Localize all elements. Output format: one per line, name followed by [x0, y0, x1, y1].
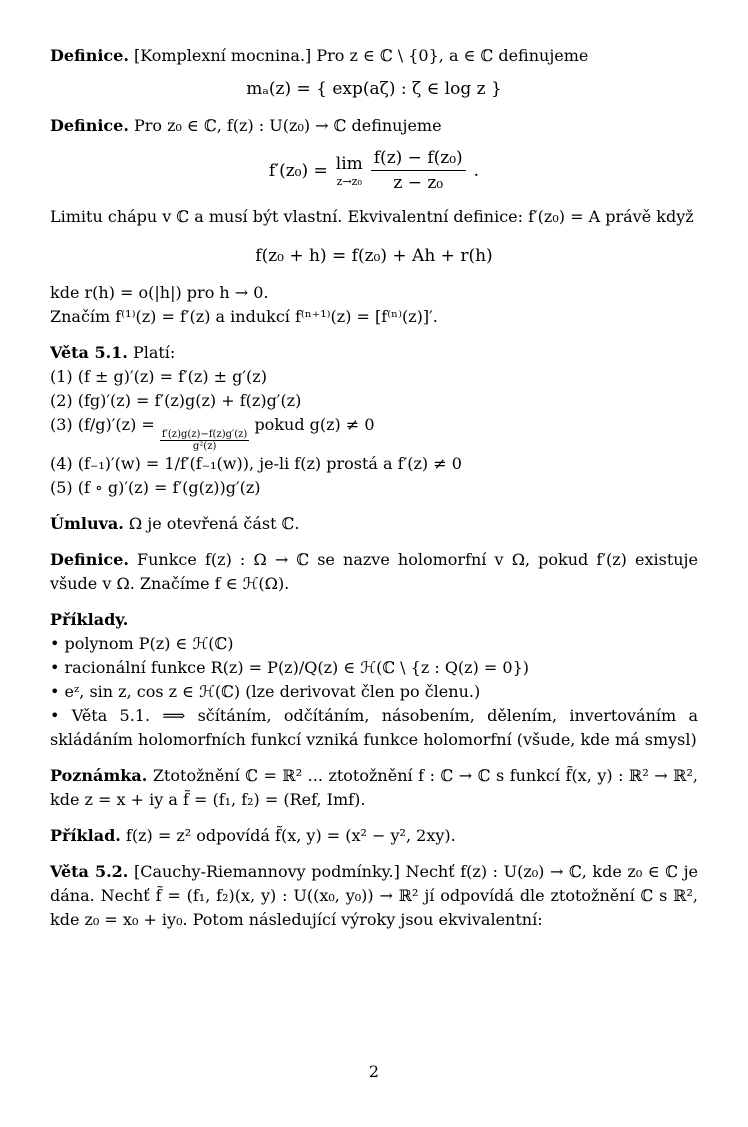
theorem-text: Platí:: [132, 343, 176, 362]
theorem-item-quotient: [50, 413, 698, 452]
paragraph-limit: Limitu chápu v ℂ a musí být vlastní. Ekvivalentní definice: f′(z₀) = A právě když: [50, 207, 694, 226]
definition-heading: Definice.: [50, 550, 129, 569]
formula-lhs: f′(z₀) =: [268, 160, 328, 181]
example: [50, 824, 698, 848]
remark-text: Ztotožnění ℂ = ℝ² ... ztotožnění f : ℂ → ℂ s funkcí f̃(x, y) : ℝ² → ℝ², kde z = x + iy a f̃ = (f₁, f₂) = (Ref, Imf).: [50, 766, 698, 809]
theorem-item: (5) (f ∘ g)′(z) = f′(g(z))g′(z): [50, 478, 261, 497]
remark: [50, 764, 698, 812]
definition-heading: Definice.: [50, 46, 129, 65]
definition-text: [Komplexní mocnina.] Pro z ∈ ℂ \ {0}, a ∈ ℂ definujeme: [133, 46, 589, 65]
examples-heading: [50, 608, 698, 632]
paragraph-notation: Značím f⁽¹⁾(z) = f′(z) a indukcí f⁽ⁿ⁺¹⁾(z) = [f⁽ⁿ⁾(z)]′.: [50, 307, 438, 326]
example-item: • polynom P(z) ∈ ℋ(ℂ): [50, 634, 234, 653]
example-item: • eᶻ, sin z, cos z ∈ ℋ(ℂ) (lze derivovat člen po členu.): [50, 682, 481, 701]
theorem-text: [Cauchy-Riemannovy podmínky.] Nechť f(z) : U(z₀) → ℂ, kde z₀ ∈ ℂ je dána. Nechť f̃ = (f₁, f₂)(x, y) : U((x₀, y₀)) → ℝ² jí odpovídá dle ztotožnění ℂ s ℝ², kde z₀ = x₀ + iy₀. Potom následující výroky jsou ekvivalentní:: [50, 862, 698, 929]
convention: [50, 512, 698, 536]
theorem-item: (1) (f ± g)′(z) = f′(z) ± g′(z): [50, 367, 267, 386]
definition-heading: Definice.: [50, 116, 129, 135]
example-item: • racionální funkce R(z) = P(z)/Q(z) ∈ ℋ(ℂ \ {z : Q(z) = 0}): [50, 658, 530, 677]
formula-period: .: [473, 160, 480, 181]
difference-quotient: [371, 146, 466, 195]
definition-complex-power: [50, 44, 698, 68]
fraction-denominator: z − z₀: [393, 173, 444, 193]
theorem-5-1: [50, 341, 698, 365]
example-heading: Příklad.: [50, 826, 121, 845]
fraction-numerator: f(z) − f(z₀): [371, 146, 466, 171]
definition-text: Funkce f(z) : Ω → ℂ se nazve holomorfní v Ω, pokud f′(z) existuje všude v Ω. Značíme f ∈ ℋ(Ω).: [50, 550, 698, 593]
theorem-heading: Věta 5.2.: [50, 862, 129, 881]
limit-operator: [336, 153, 363, 189]
formula-derivative: [50, 146, 698, 195]
definition-holomorphic: [50, 548, 698, 596]
example-text: f(z) = z² odpovídá f̃(x, y) = (x² − y², 2xy).: [125, 826, 456, 845]
limit-label: lim: [335, 153, 363, 174]
theorem-item: (2) (fg)′(z) = f′(z)g(z) + f(z)g′(z): [50, 391, 302, 410]
example-item: • Věta 5.1. ⟹ sčítáním, odčítáním, násobením, dělením, invertováním a skládáním holomorfních funkcí vzniká funkce holomorfní (všude, kde má smysl): [50, 706, 698, 749]
theorem-heading: Věta 5.1.: [50, 343, 128, 362]
theorem-item: (4) (f₋₁)′(w) = 1/f′(f₋₁(w)), je-li f(z) prostá a f′(z) ≠ 0: [50, 454, 462, 473]
quotient-lhs: (3) (f/g)′(z) =: [50, 415, 155, 434]
remark-heading: Poznámka.: [50, 766, 148, 785]
formula-complex-power: mₐ(z) = { exp(aζ) : ζ ∈ log z }: [246, 79, 502, 99]
formula-differential: f(z₀ + h) = f(z₀) + Ah + r(h): [255, 246, 493, 266]
theorem-5-2: [50, 860, 698, 932]
examples-title: Příklady.: [50, 610, 129, 629]
convention-text: Ω je otevřená část ℂ.: [128, 514, 300, 533]
definition-text: Pro z₀ ∈ ℂ, f(z) : U(z₀) → ℂ definujeme: [133, 116, 442, 135]
quotient-fraction: [160, 429, 249, 452]
paragraph-remainder: kde r(h) = o(|h|) pro h → 0.: [50, 283, 269, 302]
page-content: [50, 44, 698, 932]
page-number: 2: [368, 1062, 380, 1081]
definition-derivative: [50, 114, 698, 138]
fraction-numerator: f′(z)g(z)−f(z)g′(z): [161, 429, 248, 440]
convention-heading: Úmluva.: [50, 514, 124, 533]
fraction-denominator: g²(z): [192, 441, 217, 452]
quotient-condition: pokud g(z) ≠ 0: [254, 415, 375, 434]
limit-subscript: z→z₀: [336, 174, 362, 188]
